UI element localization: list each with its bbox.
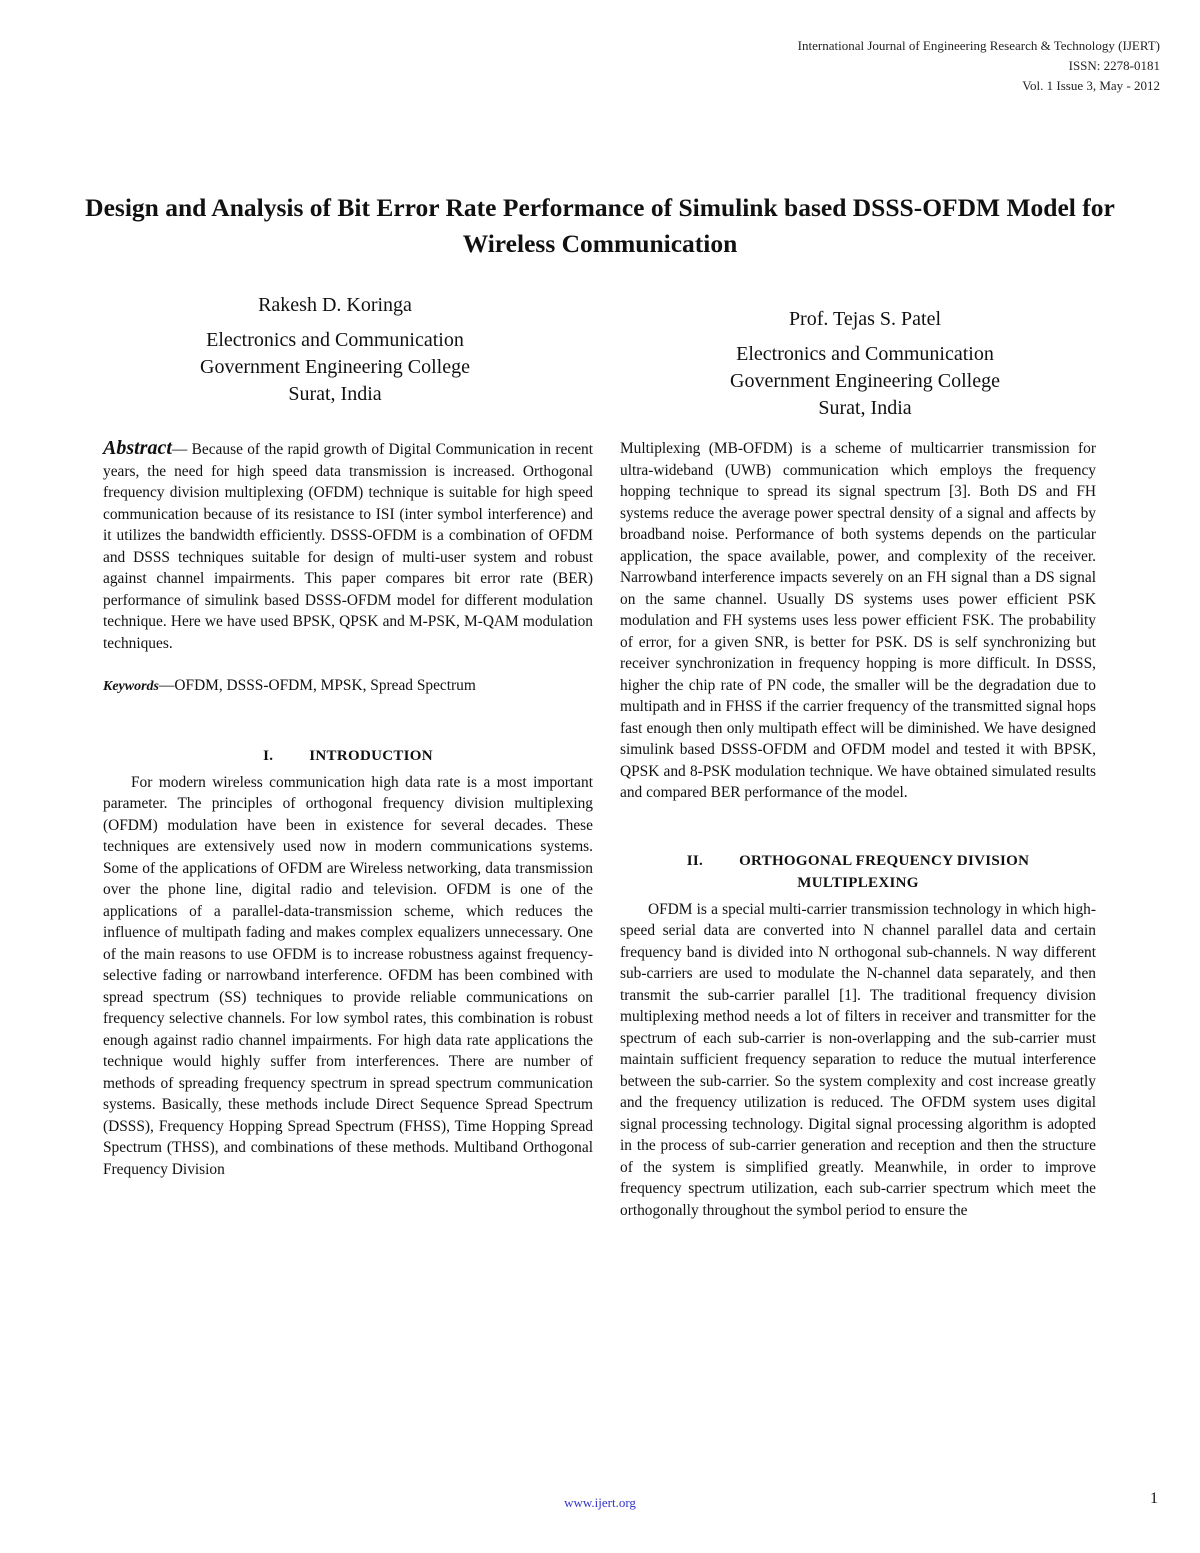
ofdm-paragraph: OFDM is a special multi-carrier transmission technology in which high-speed serial data are converted into N channel parallel data and certain frequency band is divided into N orthogonal sub-channels. N way different sub-carriers are used to modulate the N-channel data separately, and then transmit the sub-carrier parallel [1]. The traditional frequency division multiplexing method needs a lot of filters in receiver and transmitter for the spectrum of each sub-carrier is non-overlapping and the sub-carrier must maintain sufficient frequency separation to reduce the mutual interference between the sub-carrier. So the system complexity and cost increase greatly and the frequency utilization is reduced. The OFDM system uses digital signal processing technology. Digital signal processing algorithm is adopted in the process of sub-carrier generation and reception and then the structure of the system is simplified greatly. Meanwhile, in order to improve frequency spectrum utilization, each sub-carrier spectrum which meet the orthogonally throughout the symbol period to ensure the	[620, 900, 1096, 1219]
author-city: Surat, India	[818, 397, 912, 419]
author-name: Prof. Tejas S. Patel	[788, 308, 942, 330]
section-number: I.	[263, 747, 274, 764]
author-city: Surat, India	[288, 383, 382, 405]
journal-name: International Journal of Engineering Research & Technology (IJERT)	[797, 38, 1160, 53]
introduction-paragraph: For modern wireless communication high data rate is a most important parameter. The principles of orthogonal frequency division multiplexing (OFDM) modulation have been in existence for several decades. These techniques are extensively used now in modern communications systems. Some of the applications of OFDM are Wireless networking, data transmission over the phone line, digital radio and television. OFDM is one of the applications of a parallel-data-transmission scheme, which reduces the influence of multipath fading and makes complex equalizers unnecessary. One of the main reasons to use OFDM is to increase robustness against frequency-selective fading or narrowband interference. OFDM has been combined with spread spectrum (SS) techniques to provide reliable communications on frequency selective channels. For low symbol rates, this combination is robust enough against radio channel impairments. For high data rate applications the technique would highly suffer from interferences. There are number of methods of spreading frequency spectrum in spread spectrum communication systems. Basically, these methods include Direct Sequence Spread Spectrum (DSSS), Frequency Hopping Spread Spectrum (FHSS), Time Hopping Spread Spectrum (THSS), and combinations of these methods. Multiband Orthogonal Frequency Division	[103, 773, 593, 1178]
section-heading-ofdm	[620, 850, 1096, 894]
page-number: 1	[1150, 1490, 1158, 1507]
section-title-line2: MULTIPLEXING	[797, 874, 919, 891]
section-title: INTRODUCTION	[309, 747, 433, 764]
section-title: ORTHOGONAL FREQUENCY DIVISION	[739, 852, 1030, 869]
author-block-2	[645, 306, 1085, 422]
journal-issn: ISSN: 2278-0181	[1068, 58, 1160, 73]
keywords	[103, 675, 593, 698]
section-heading-introduction	[103, 745, 593, 767]
section-number: II.	[686, 852, 704, 869]
author-department: Electronics and Communication	[736, 343, 994, 365]
keywords-text: —OFDM, DSSS-OFDM, MPSK, Spread Spectrum	[159, 677, 476, 694]
left-column	[103, 438, 593, 1180]
keywords-label: Keywords	[103, 679, 159, 694]
author-department: Electronics and Communication	[206, 329, 464, 351]
footer-url[interactable]: www.ijert.org	[564, 1495, 636, 1510]
author-name: Rakesh D. Koringa	[258, 294, 412, 316]
journal-volume: Vol. 1 Issue 3, May - 2012	[1022, 78, 1160, 93]
right-column	[620, 438, 1096, 1221]
abstract-label: Abstract	[103, 437, 172, 459]
author-block-1	[115, 292, 555, 408]
abstract	[103, 438, 593, 654]
author-college: Government Engineering College	[730, 370, 1000, 392]
journal-header	[560, 36, 1160, 96]
author-college: Government Engineering College	[200, 356, 470, 378]
abstract-text: — Because of the rapid growth of Digital Communication in recent years, the need for high speed data transmission is increased. Orthogonal frequency division multiplexing (OFDM) technique is suitable for high speed communication because of its resistance to ISI (inter symbol interference) and it utilizes the bandwidth efficiently. DSSS-OFDM is a combination of OFDM and DSSS techniques suitable for design of multi-user system and robust against channel impairments. This paper compares bit error rate (BER) performance of simulink based DSSS-OFDM model for different modulation technique. Here we have used BPSK, QPSK and M-PSK, M-QAM modulation techniques.	[103, 441, 593, 652]
paper-title: Design and Analysis of Bit Error Rate Performance of Simulink based DSSS-OFDM Model for Wireless Communication	[85, 193, 1115, 258]
introduction-paragraph-continued: Multiplexing (MB-OFDM) is a scheme of multicarrier transmission for ultra-wideband (UWB) communication which employs the frequency hopping technique to spread its signal spectrum [3]. Both DS and FH systems reduce the average power spectral density of a signal and affects by broadband noise. Performance of both systems depends on the particular application, the space available, power, and complexity of the receiver. Narrowband interference impacts severely on an FH signal than a DS signal on the same channel. Usually DS systems uses power efficient PSK modulation and FH systems uses less power efficient FSK. The probability of error, for a given SNR, is better for PSK. DS is self synchronizing but receiver synchronization in frequency hopping is more difficult. In DSSS, higher the chip rate of PN code, the smaller will be the degradation due to multipath and in FHSS if the carrier frequency of the transmitted signal hops fast enough then only multipath effect will be diminished. We have designed simulink based DSSS-OFDM and OFDM model and tested it with BPSK, QPSK and 8-PSK modulation technique. We have obtained simulated results and compared BER performance of the model.	[620, 440, 1096, 801]
